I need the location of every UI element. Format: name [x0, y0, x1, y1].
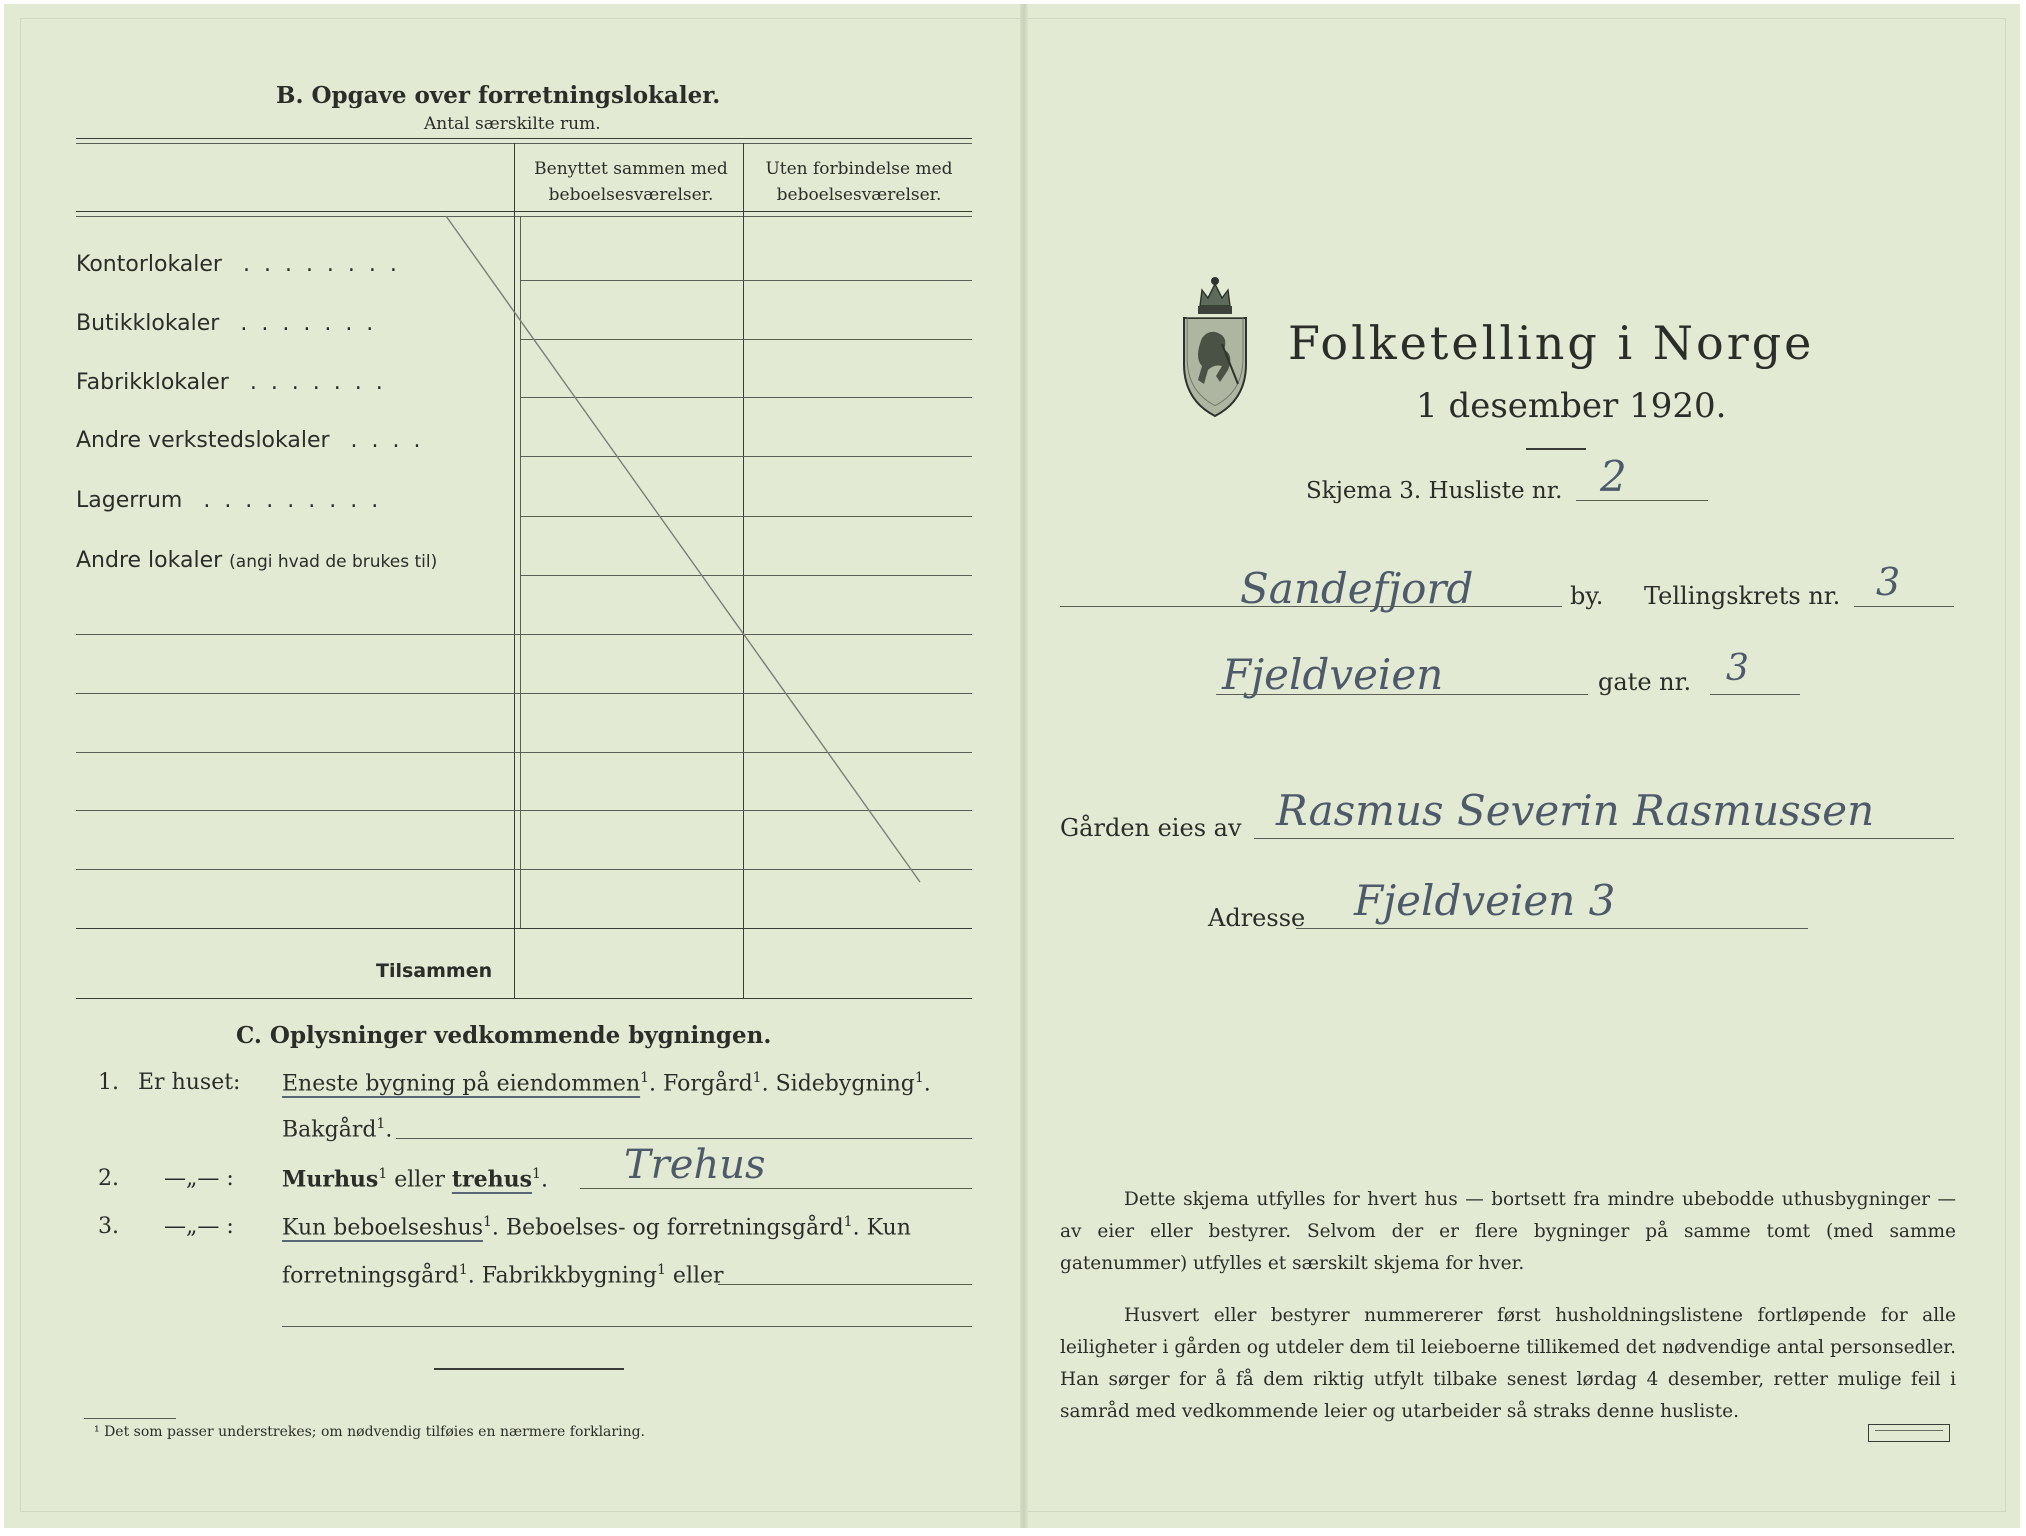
- printer-stamp-icon: [1868, 1424, 1950, 1442]
- fill-line: [1060, 606, 1562, 607]
- gate-label: gate nr.: [1598, 668, 1692, 696]
- norway-coat-of-arms-icon: [1176, 272, 1254, 422]
- address-value: Fjeldveien 3: [1354, 876, 1616, 925]
- instructions-paragraph-1: Dette skjema utfylles for hvert hus — bortsett fra mindre ubebodde uthusbygninger — av eier eller bestyrer. Selvom der er flere bygninger på samme tomt (med samme gatenummer) utfylles et særskilt skjema for hver.: [1060, 1189, 1956, 1274]
- fill-line: [1296, 928, 1808, 929]
- page-fold: [1020, 4, 1028, 1528]
- col1-header: [520, 156, 742, 208]
- q3-option: Beboelses- og forretningsgård: [505, 1215, 844, 1241]
- q1-number: 1.: [98, 1070, 119, 1095]
- q2-option: Murhus: [282, 1166, 379, 1193]
- krets-label: Tellingskrets nr.: [1644, 582, 1841, 610]
- street-name: Fjeldveien: [1222, 650, 1444, 699]
- footnote-rule: [84, 1418, 176, 1419]
- husliste-number: 2: [1600, 452, 1627, 501]
- row-label: Andre verkstedslokaler ....: [76, 428, 435, 453]
- page-title: Folketelling i Norge: [1288, 316, 1815, 370]
- schema-label: Skjema 3. Husliste nr.: [1306, 478, 1563, 504]
- col2-header-line2: beboelsesværelser.: [776, 185, 942, 205]
- q1-option: Sidebygning: [775, 1071, 915, 1097]
- total-rule: [76, 928, 972, 929]
- fill-line: [396, 1138, 972, 1139]
- fill-line: [282, 1326, 972, 1327]
- row-label: Kontorlokaler ........: [76, 252, 411, 277]
- q3-tail: eller: [672, 1263, 724, 1289]
- address-label: Adresse: [1208, 904, 1306, 932]
- table-top-rule-2: [76, 143, 972, 144]
- q3-option: forretningsgård: [282, 1263, 459, 1289]
- q1-label: Er huset:: [138, 1070, 241, 1095]
- instructions-paragraph-2: Husvert eller bestyrer nummererer først husholdningslistene fortløpende for alle leiligheter i gården og utdeler dem til leieboerne tillikemed det nødvendige antal personsedler. Han sørger for å få dem riktig utfylt tilbake senest lørdag 4 desember, retter mulige feil i samråd med vedkommende leier og utarbeider så straks denne husliste.: [1060, 1305, 1956, 1422]
- col1-header-line1: Benyttet sammen med: [534, 159, 728, 179]
- q1-options-line2: Bakgård$^1$.: [282, 1116, 393, 1143]
- q1-option: Forgård: [663, 1071, 753, 1097]
- fill-line: [1576, 500, 1708, 501]
- section-c-title: C. Oplysninger vedkommende bygningen.: [236, 1022, 772, 1049]
- q3-options-line2: forretningsgård$^1$. Fabrikkbygning$^1$ eller: [282, 1262, 724, 1289]
- total-label: Tilsammen: [376, 960, 493, 982]
- q2-number: 2.: [98, 1166, 119, 1191]
- row-label: Fabrikklokaler .......: [76, 370, 397, 395]
- q3-number: 3.: [98, 1214, 119, 1239]
- table-bottom-rule: [76, 998, 972, 999]
- col2-header-line1: Uten forbindelse med: [765, 159, 953, 179]
- fill-line: [1216, 694, 1588, 695]
- q2-option-selected: trehus: [451, 1166, 533, 1193]
- q1-options: Eneste bygning på eiendommen$^1$. Forgård$^1$. Sidebygning$^1$.: [282, 1070, 931, 1097]
- q3-option: Fabrikkbygning: [481, 1263, 657, 1289]
- title-rule: [1526, 448, 1586, 450]
- table-top-rule: [76, 138, 972, 139]
- census-date: 1 desember 1920.: [1416, 386, 1727, 426]
- section-b-title: B. Opgave over forretningslokaler.: [276, 82, 721, 109]
- city-name: Sandefjord: [1240, 564, 1474, 613]
- fill-line: [1854, 606, 1954, 607]
- footnote: ¹ Det som passer understrekes; om nødvendig tilføies en nærmere forklaring.: [94, 1424, 646, 1440]
- owner-label: Gården eies av: [1060, 814, 1242, 842]
- col2-header: [746, 156, 972, 208]
- q3-options: Kun beboelseshus$^1$. Beboelses- og forretningsgård$^1$. Kun: [282, 1214, 911, 1241]
- by-label: by.: [1570, 582, 1604, 610]
- krets-number: 3: [1876, 560, 1901, 604]
- fill-line: [718, 1284, 972, 1285]
- row-label: Butikklokaler .......: [76, 311, 388, 336]
- fill-line: [580, 1188, 972, 1189]
- q2-or: eller: [394, 1167, 445, 1193]
- q2-options: Murhus$^1$ eller trehus$^1$.: [282, 1166, 548, 1193]
- gate-number: 3: [1726, 648, 1749, 689]
- q3-option-selected: Kun beboelseshus: [282, 1215, 483, 1241]
- owner-name: Rasmus Severin Rasmussen: [1276, 786, 1875, 835]
- q3-option: Kun: [866, 1215, 911, 1241]
- row-label: Lagerrum .........: [76, 488, 393, 513]
- q2-label: —„— :: [164, 1166, 234, 1191]
- row-label-other: Andre lokaler (angi hvad de brukes til): [76, 548, 438, 573]
- section-b-subtitle: Antal særskilte rum.: [424, 114, 601, 134]
- q2-handwritten-answer: Trehus: [624, 1142, 766, 1188]
- q1-option: Bakgård: [282, 1117, 377, 1143]
- strike-line: [434, 204, 934, 904]
- col1-header-line2: beboelsesværelser.: [548, 185, 714, 205]
- q3-label: —„— :: [164, 1214, 234, 1239]
- fill-line: [1710, 694, 1800, 695]
- census-sheet: [4, 4, 2020, 1528]
- fill-line: [1254, 838, 1954, 839]
- q1-option-selected: Eneste bygning på eiendommen: [282, 1071, 641, 1097]
- closing-rule: [434, 1368, 624, 1370]
